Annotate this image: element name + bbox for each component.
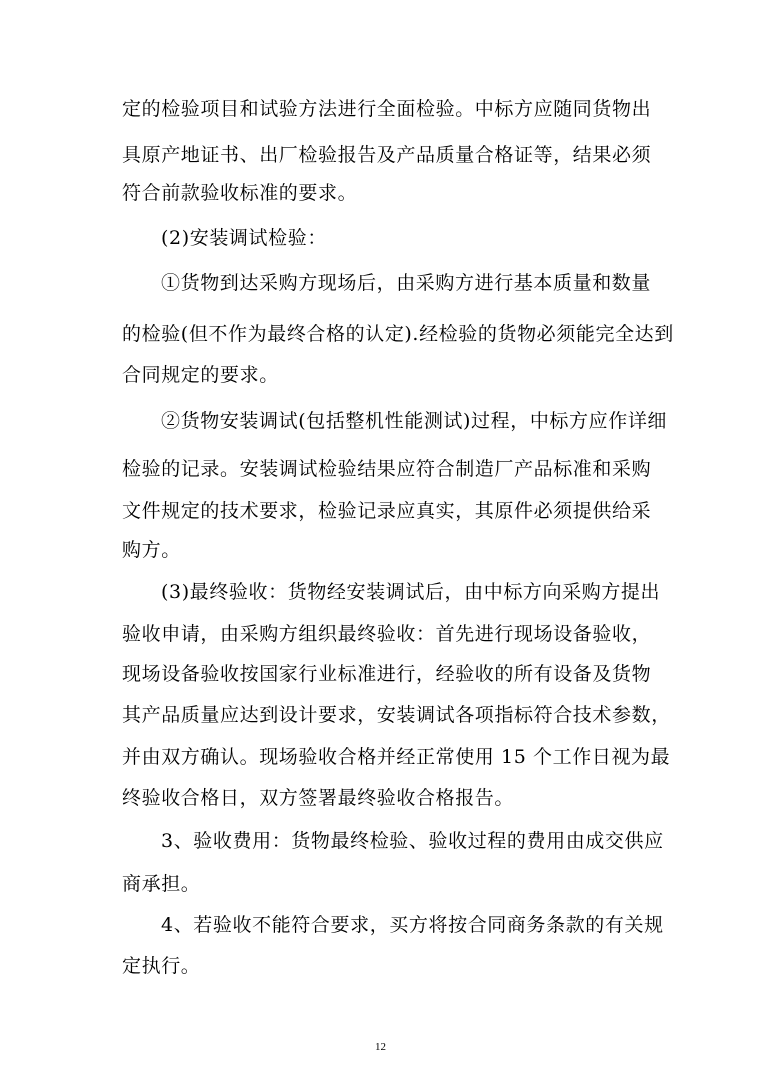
text-line-5: ①货物到达采购方现场后，由采购方进行基本质量和数量 — [161, 272, 652, 294]
text-line-18: 3、验收费用：货物最终检验、验收过程的费用由成交供应 — [161, 830, 664, 852]
text-line-12: (3)最终验收：货物经安装调试后，由中标方向采购方提出 — [161, 581, 661, 603]
text-line-7: 合同规定的要求。 — [122, 364, 279, 386]
text-line-10: 文件规定的技术要求，检验记录应真实，其原件必须提供给采 — [122, 500, 652, 522]
text-line-21: 定执行。 — [122, 955, 201, 977]
text-line-2: 具原产地证书、出厂检验报告及产品质量合格证等，结果必须 — [122, 144, 652, 166]
text-line-9: 检验的记录。安装调试检验结果应符合制造厂产品标准和采购 — [122, 458, 652, 480]
text-line-16: 并由双方确认。现场验收合格并经正常使用 15 个工作日视为最 — [122, 746, 671, 768]
text-line-14: 现场设备验收按国家行业标准进行，经验收的所有设备及货物 — [122, 663, 652, 685]
text-line-6: 的检验(但不作为最终合格的认定).经检验的货物必须能完全达到 — [122, 323, 674, 345]
text-line-17: 终验收合格日，双方签署最终验收合格报告。 — [122, 787, 515, 809]
text-line-3: 符合前款验收标准的要求。 — [122, 182, 358, 204]
text-line-1: 定的检验项目和试验方法进行全面检验。中标方应随同货物出 — [122, 98, 652, 120]
text-line-19: 商承担。 — [122, 873, 201, 895]
text-line-15: 其产品质量应达到设计要求，安装调试各项指标符合技术参数， — [122, 704, 671, 726]
text-line-13: 验收申请，由采购方组织最终验收：首先进行现场设备验收， — [122, 623, 652, 645]
page-number: 12 — [375, 1041, 386, 1053]
text-line-4: (2)安装调试检验： — [161, 227, 327, 249]
text-line-8: ②货物安装调试(包括整机性能测试)过程，中标方应作详细 — [161, 410, 668, 432]
text-line-11: 购方。 — [122, 539, 181, 561]
text-line-20: 4、若验收不能符合要求，买方将按合同商务条款的有关规 — [161, 914, 664, 936]
